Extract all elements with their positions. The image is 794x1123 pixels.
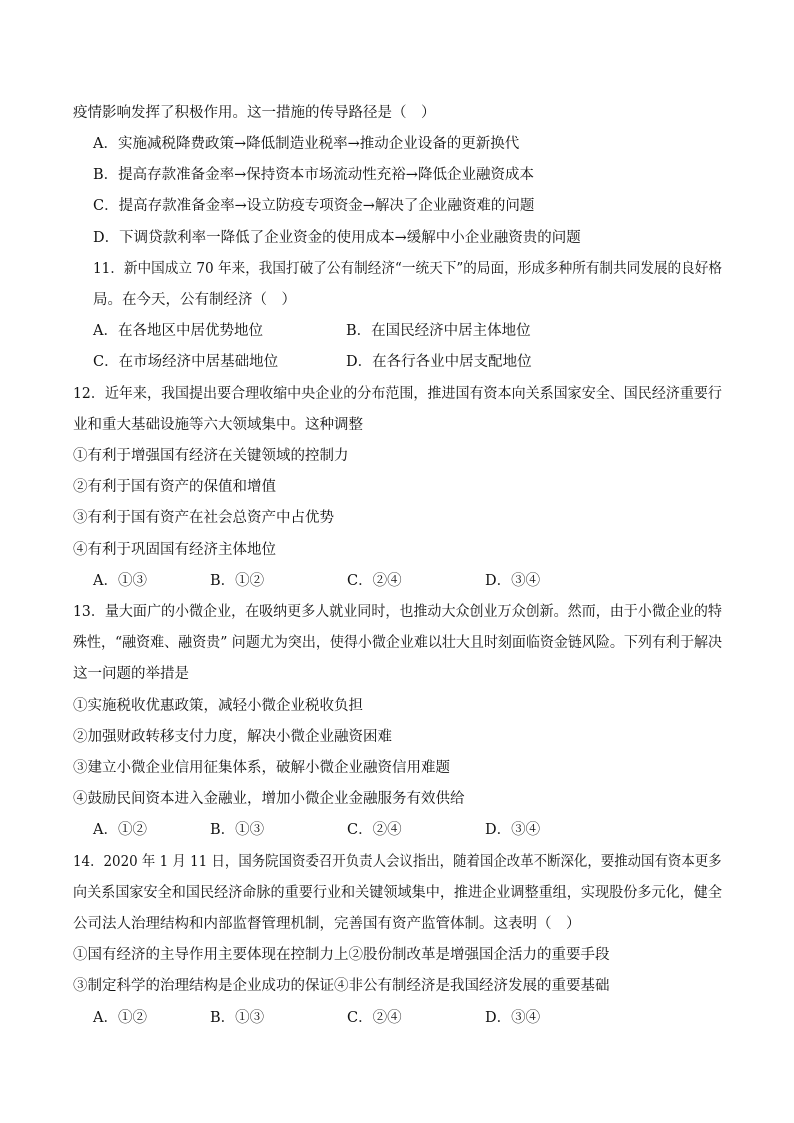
q14-choice-a: A．①② [93,1010,147,1026]
q13-item-1: ①实施税收优惠政策，减轻小微企业税收负担 [73,698,363,714]
q12-item-3: ③有利于国有资产在社会总资产中占优势 [73,510,334,526]
q13-stem-line3: 这一问题的举措是 [73,666,189,682]
q11-option-c: C．在市场经济中居基础地位 [93,354,279,370]
q10-stem-continuation: 疫情影响发挥了积极作用。这一措施的传导路径是（ ） [73,105,436,121]
q13-stem-line2: 殊性，“融资难、融资贵” 问题尤为突出，使得小微企业难以壮大且时刻面临资金链风险。下列有利于解决 [73,635,722,651]
q10-option-a: A．实施减税降费政策→降低制造业税率→推动企业设备的更新换代 [93,136,520,152]
q13-item-4: ④鼓励民间资本进入金融业，增加小微企业金融服务有效供给 [73,791,465,807]
q12-choice-b: B．①② [210,573,265,589]
q13-item-3: ③建立小微企业信用征集体系，破解小微企业融资信用难题 [73,760,450,776]
q14-items-line1: ①国有经济的主导作用主要体现在控制力上②股份制改革是增强国企活力的重要手段 [73,947,610,963]
q12-item-1: ①有利于增强国有经济在关键领域的控制力 [73,448,349,464]
q13-choice-b: B．①③ [210,822,265,838]
q13-choice-d: D．③④ [485,822,541,838]
q11-stem-line2: 局。在今天，公有制经济（ ） [93,292,296,308]
q12-item-2: ②有利于国有资产的保值和增值 [73,479,276,495]
q12-stem-line1: 12．近年来，我国提出要合理收缩中央企业的分布范围，推进国有资本向关系国家安全、国民经济重要行 [73,386,722,402]
q12-stem-line2: 业和重大基础设施等六大领域集中。这种调整 [73,417,363,433]
q12-item-4: ④有利于巩固国有经济主体地位 [73,542,276,558]
q10-option-b: B．提高存款准备金率→保持资本市场流动性充裕→降低企业融资成本 [93,167,534,183]
q13-stem-line1: 13．量大面广的小微企业，在吸纳更多人就业同时，也推动大众创业万众创新。然而，由于小微企业的特 [73,604,722,620]
q11-option-a: A．在各地区中居优势地位 [93,323,263,339]
q14-stem-line3: 公司法人治理结构和内部监督管理机制，完善国有资产监管体制。这表明（ ） [73,916,581,932]
q12-choice-c: C．②④ [347,573,402,589]
q13-choice-a: A．①② [93,822,147,838]
q12-choice-a: A．①③ [93,573,147,589]
q10-option-c: C．提高存款准备金率→设立防疫专项资金→解决了企业融资难的问题 [93,198,535,214]
q11-stem-line1: 11．新中国成立 70 年来，我国打破了公有制经济“一统天下”的局面，形成多种所有制共同发展的良好格 [93,261,722,277]
q12-choice-d: D．③④ [485,573,541,589]
q13-item-2: ②加强财政转移支付力度，解决小微企业融资困难 [73,729,392,745]
q10-option-d: D．下调贷款利率一降低了企业资金的使用成本→缓解中小企业融资贵的问题 [93,230,581,246]
q14-choice-d: D．③④ [485,1010,541,1026]
q11-option-d: D．在各行各业中居支配地位 [346,354,532,370]
q14-items-line2: ③制定科学的治理结构是企业成功的保证④非公有制经济是我国经济发展的重要基础 [73,978,610,994]
q14-choice-c: C．②④ [347,1010,402,1026]
q14-choice-b: B．①③ [210,1010,265,1026]
q13-choice-c: C．②④ [347,822,402,838]
q14-stem-line2: 向关系国家安全和国民经济命脉的重要行业和关键领域集中，推进企业调整重组，实现股份多元化，健全 [73,885,722,901]
q14-stem-line1: 14．2020 年 1 月 11 日，国务院国资委召开负责人会议指出，随着国企改革不断深化，要推动国有资本更多 [73,854,722,870]
q11-option-b: B．在国民经济中居主体地位 [346,323,531,339]
